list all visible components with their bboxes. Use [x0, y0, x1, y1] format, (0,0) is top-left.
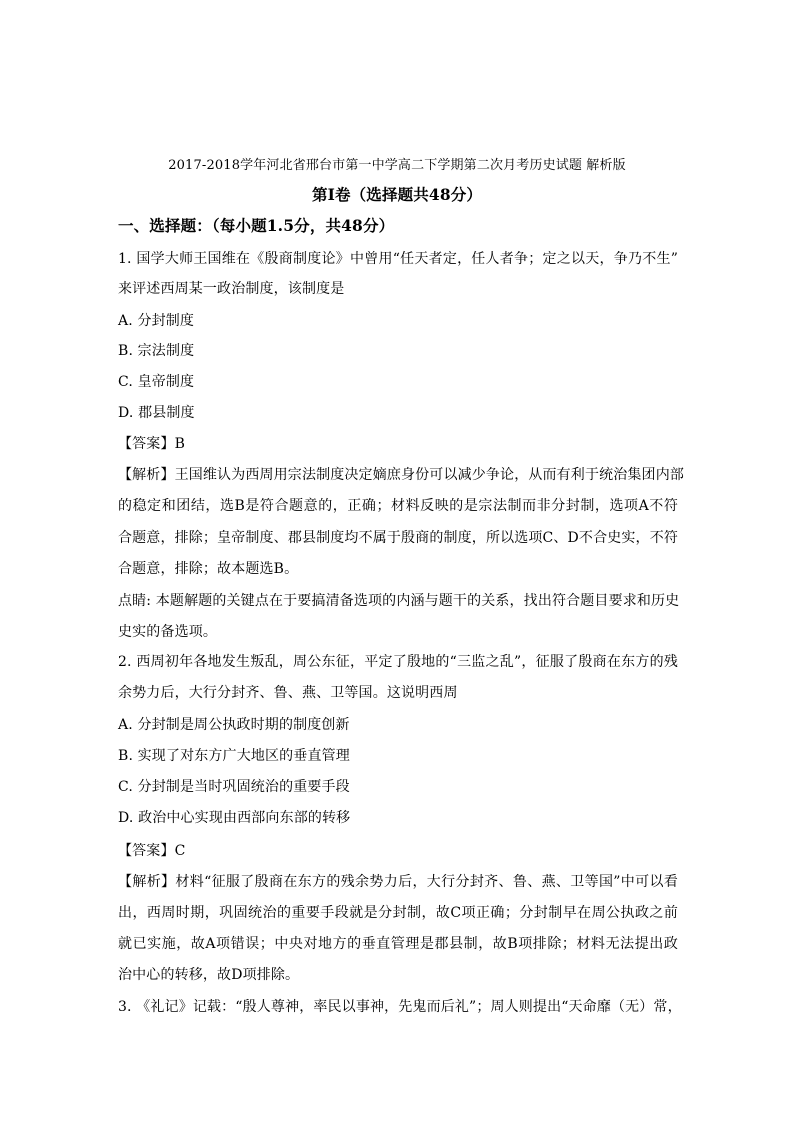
q1-tip-line-1: 点睛: 本题解题的关键点在于要搞清备选项的内涵与题干的关系，找出符合题目要求和历史 — [118, 593, 680, 609]
q3-stem-line-1: 3. 《礼记》记载：“殷人尊神，率民以事神，先鬼而后礼”；周人则提出“天命靡（无）常， — [118, 999, 682, 1015]
q1-tip-line-2: 史实的备选项。 — [118, 624, 218, 640]
q1-option-c: C. 皇帝制度 — [118, 374, 195, 390]
q1-option-d: D. 郡县制度 — [118, 405, 195, 421]
q2-option-d: D. 政治中心实现由西部向东部的转移 — [118, 810, 351, 826]
q1-explanation-line-3: 合题意，排除；皇帝制度、郡县制度均不属于殷商的制度，所以选项C、D不合史实，不符 — [118, 530, 678, 546]
q1-stem-line-1: 1. 国学大师王国维在《殷商制度论》中曾用“任天者定，任人者争；定之以天，争乃不生” — [118, 251, 678, 267]
q2-answer: 【答案】C — [118, 843, 186, 859]
volume-heading: 第Ⅰ卷（选择题共48分） — [311, 185, 483, 204]
q1-option-b: B. 宗法制度 — [118, 343, 195, 359]
q2-stem-line-2: 余势力后，大行分封齐、鲁、燕、卫等国。这说明西周 — [118, 685, 458, 701]
q2-explanation-line-3: 就已实施，故A项错误；中央对地方的垂直管理是郡县制，故B项排除；材料无法提出政 — [118, 936, 678, 952]
q2-explanation-line-1: 【解析】材料“征服了殷商在东方的残余势力后，大行分封齐、鲁、燕、卫等国”中可以看 — [118, 874, 678, 890]
exam-title: 2017-2018学年河北省邢台市第一中学高二下学期第二次月考历史试题 解析版 — [168, 158, 626, 173]
q1-stem-line-2: 来评述西周某一政治制度，该制度是 — [118, 281, 345, 297]
q1-explanation-line-1: 【解析】王国维认为西周用宗法制度决定嫡庶身份可以减少争论，从而有利于统治集团内部 — [118, 467, 684, 483]
q2-stem-line-1: 2. 西周初年各地发生叛乱，周公东征，平定了殷地的“三监之乱”，征服了殷商在东方的残 — [118, 654, 678, 670]
q1-answer: 【答案】B — [118, 436, 186, 452]
q2-option-a: A. 分封制是周公执政时期的制度创新 — [118, 717, 350, 733]
q2-explanation-line-4: 治中心的转移，故D项排除。 — [118, 967, 300, 983]
q2-option-c: C. 分封制是当时巩固统治的重要手段 — [118, 779, 350, 795]
q2-option-b: B. 实现了对东方广大地区的垂直管理 — [118, 748, 350, 764]
section-heading: 一、选择题：（每小题1.5分，共48分） — [118, 216, 395, 235]
q1-option-a: A. 分封制度 — [118, 313, 195, 329]
q2-explanation-line-2: 出，西周时期，巩固统治的重要手段就是分封制，故C项正确；分封制早在周公执政之前 — [118, 905, 678, 921]
q1-explanation-line-2: 的稳定和团结，选B是符合题意的，正确；材料反映的是宗法制而非分封制，选项A不符 — [118, 498, 678, 514]
q1-explanation-line-4: 合题意，排除；故本题选B。 — [118, 561, 299, 577]
